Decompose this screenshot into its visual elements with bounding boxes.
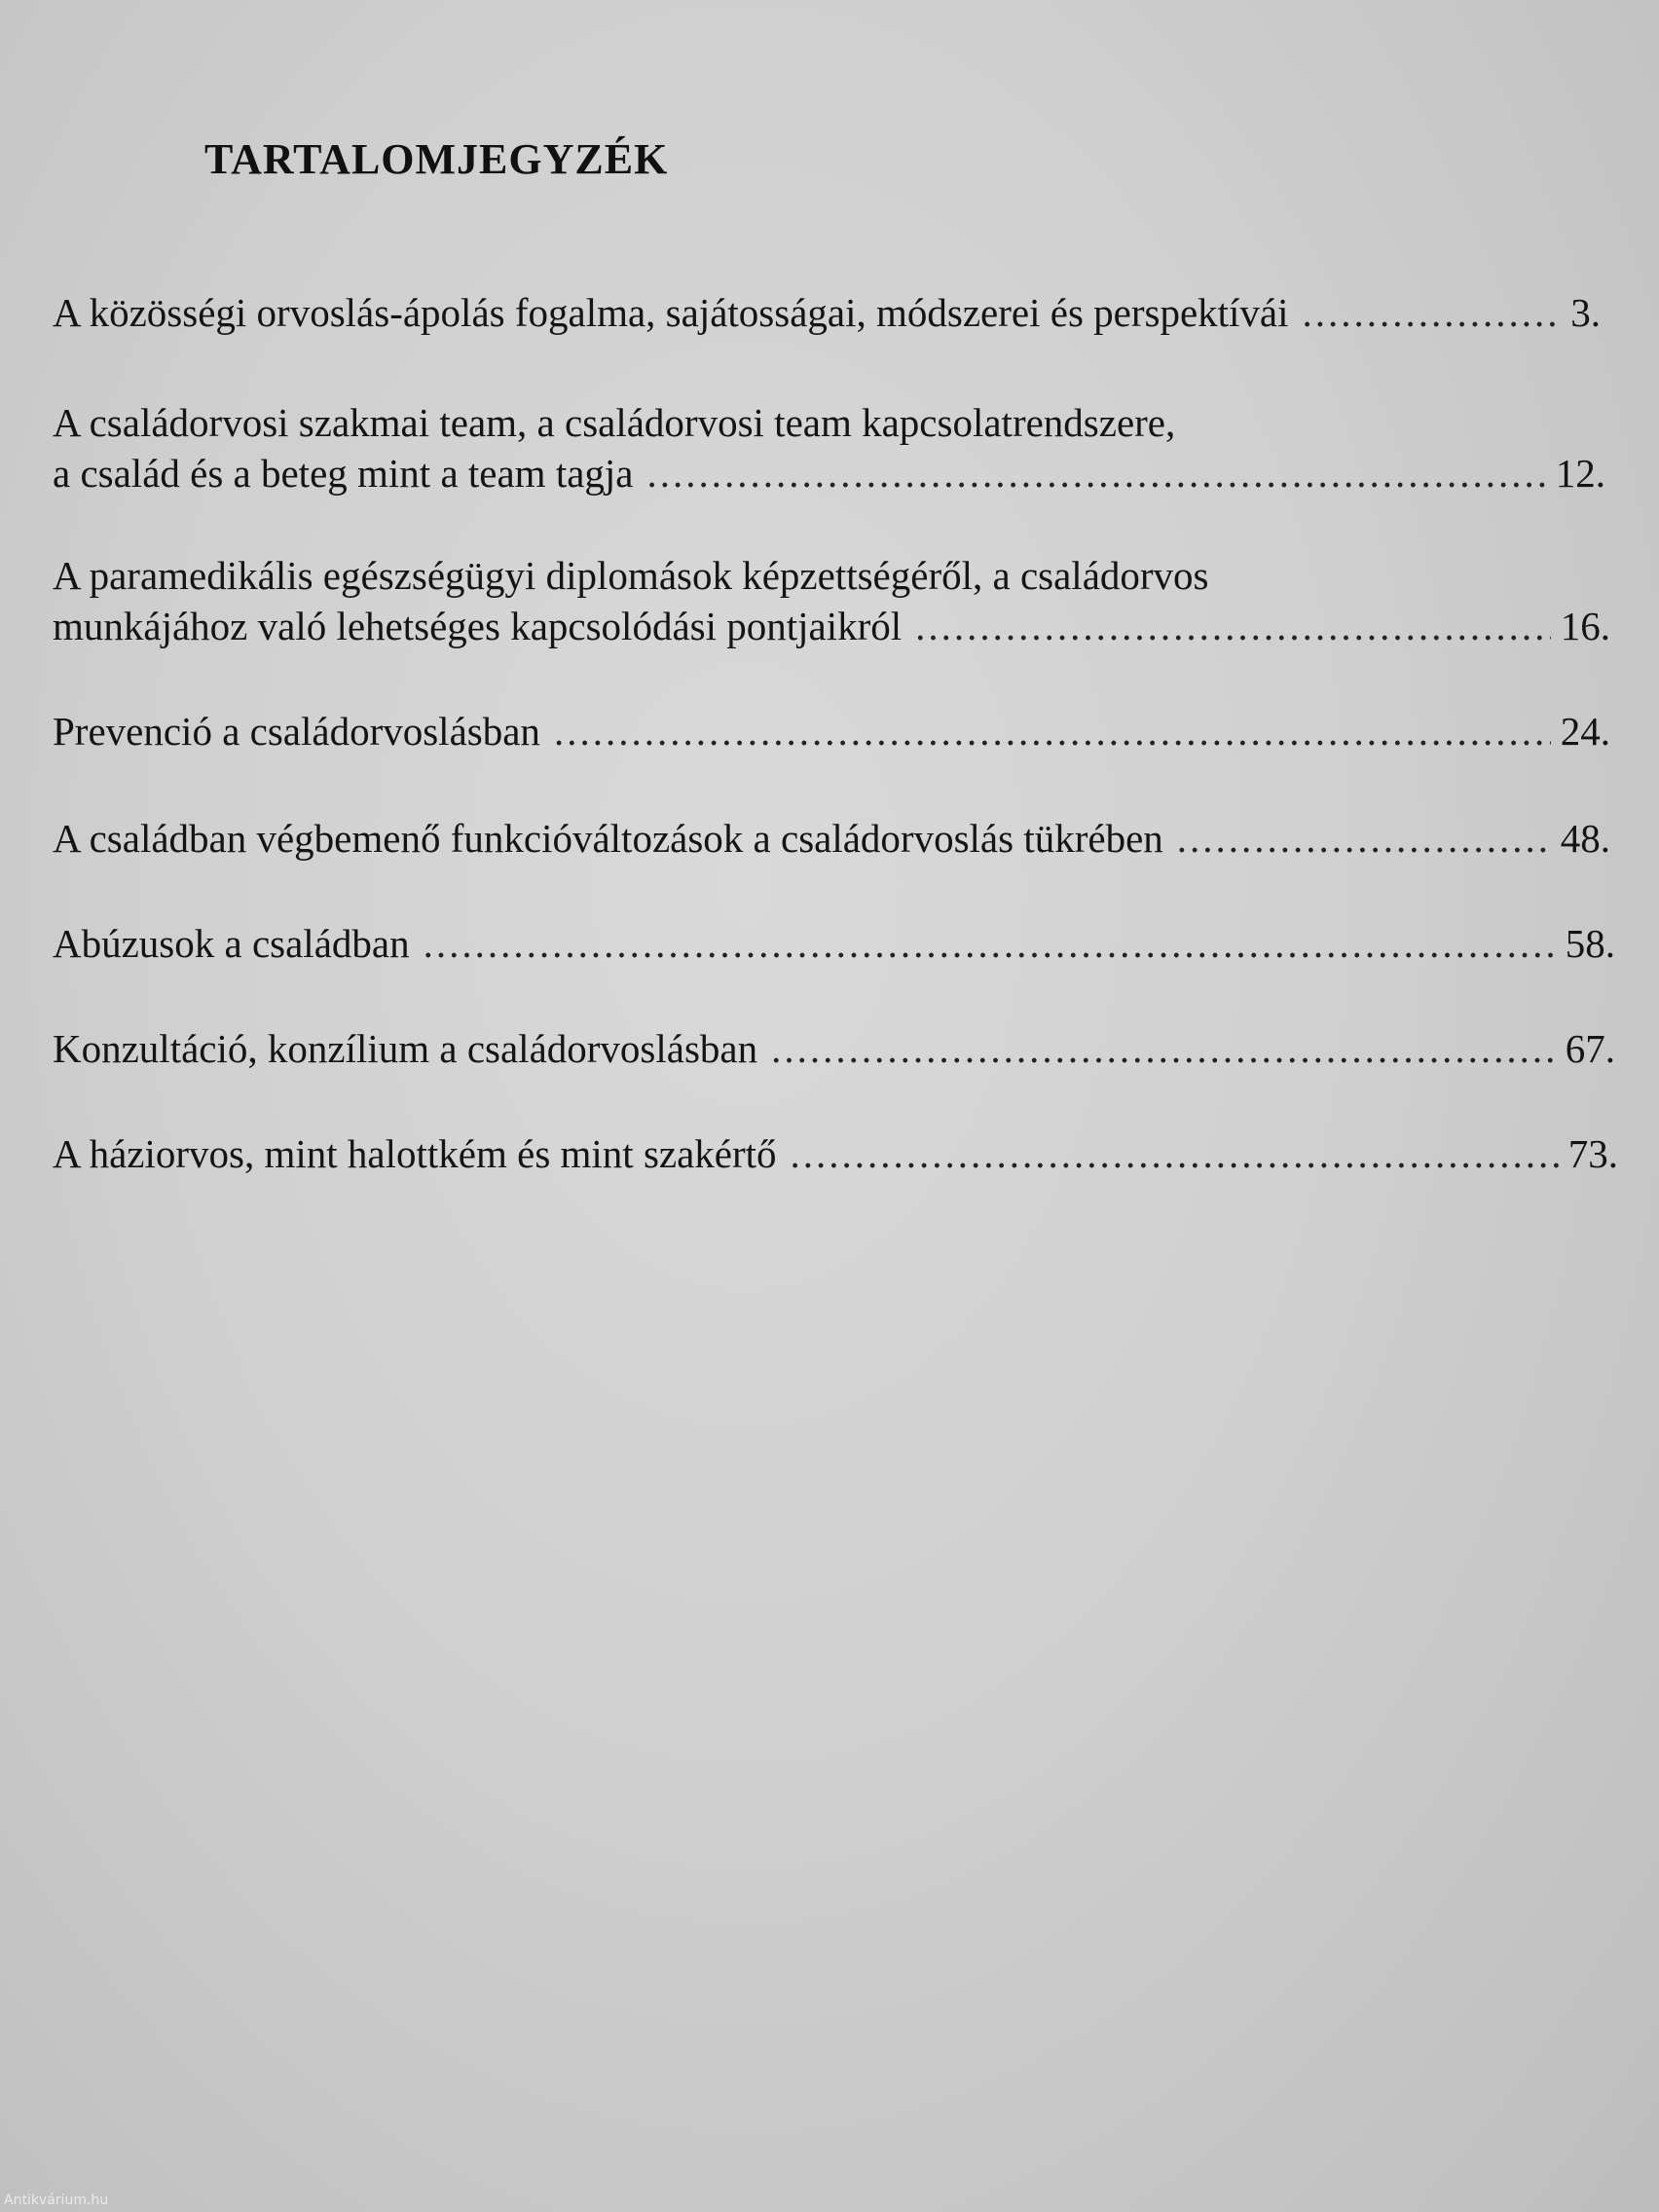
toc-entry	[53, 1128, 1618, 1179]
toc-page-number: 73.	[1567, 1131, 1618, 1176]
toc-entry-title: Abúzusok a családban	[53, 921, 410, 966]
toc-entry-title: A közösségi orvoslás-ápolás fogalma, sajátosságai, módszerei és perspektívái	[53, 290, 1289, 335]
toc-leader-dots	[554, 706, 1551, 756]
toc-entry	[53, 550, 1610, 651]
toc-entry	[53, 918, 1615, 969]
toc-entry	[53, 1023, 1615, 1074]
toc-entry-title: Prevenció a családorvoslásban	[53, 709, 540, 754]
toc-page-number: 24.	[1560, 709, 1610, 754]
toc-page-number: 67.	[1565, 1026, 1615, 1071]
toc-entry-title: A családban végbemenő funkcióváltozások a családorvoslás tükrében	[53, 816, 1163, 861]
toc-entry-title-line: A családorvosi szakmai team, a családorvosi team kapcsolatrendszere,	[53, 400, 1176, 445]
toc-page-number: 12.	[1555, 451, 1605, 496]
watermark-text: Antikvárium.hu	[4, 2193, 109, 2208]
toc-entry-title-line: munkájához való lehetséges kapcsolódási pontjaikról	[53, 604, 903, 648]
toc-entry-title: Konzultáció, konzílium a családorvoslásban	[53, 1026, 758, 1071]
toc-page-number: 16.	[1560, 604, 1610, 648]
toc-entry-title-line: A paramedikális egészségügyi diplomások képzettségéről, a családorvos	[53, 553, 1209, 598]
toc-title: TARTALOMJEGYZÉK	[204, 135, 669, 183]
toc-entry-title: A háziorvos, mint halottkém és mint szakértő	[53, 1131, 777, 1176]
toc-leader-dots	[1177, 813, 1551, 864]
toc-page-number: 48.	[1560, 816, 1610, 861]
toc-leader-dots	[647, 448, 1546, 498]
toc-page-number: 3.	[1570, 290, 1601, 335]
toc-leader-dots	[915, 601, 1551, 651]
toc-entry-title-line: a család és a beteg mint a team tagja	[53, 451, 634, 496]
toc-leader-dots	[1303, 287, 1562, 338]
toc-entry	[53, 813, 1610, 864]
toc-leader-dots	[791, 1128, 1559, 1179]
toc-leader-dots	[424, 918, 1556, 969]
toc-leader-dots	[771, 1023, 1556, 1074]
toc-entry	[53, 287, 1601, 338]
toc-page-number: 58.	[1565, 921, 1615, 966]
toc-entry	[53, 706, 1610, 756]
toc-entry	[53, 397, 1605, 498]
